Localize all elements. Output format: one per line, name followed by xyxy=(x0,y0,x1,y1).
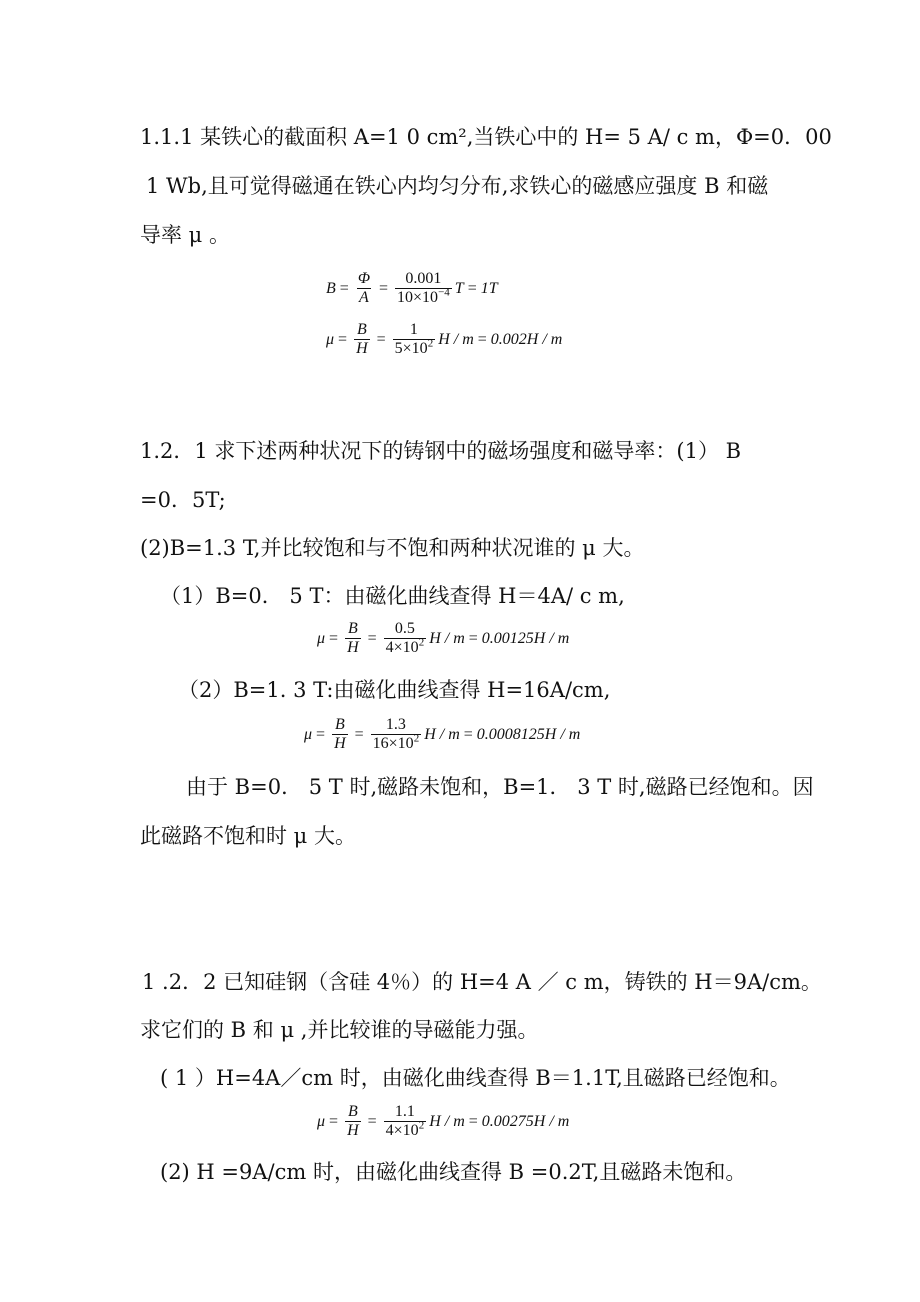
problem-1-2-1-line-1: 1.2．1 求下述两种状况下的铸钢中的磁场强度和磁导率：(1） B xyxy=(140,439,742,463)
problem-1-2-2-part-1: ( 1 ）H=4A／cm 时，由磁化曲线查得 B＝1.1T,且磁路已经饱和。 xyxy=(160,1066,791,1090)
problem-1-2-1-part-1: （1）B=0． 5 T：由磁化曲线查得 H＝4A/ c m, xyxy=(160,584,625,608)
problem-1-2-1-part-2: （2）B=1. 3 T:由磁化曲线查得 H=16A/cm, xyxy=(178,678,611,702)
fraction: $\frac{0.5}{4\times 10^2}$ xyxy=(385,620,425,656)
problem-1-2-1-line-2: =0．5T; xyxy=(140,488,226,512)
equation-flux-density: B = $\frac{\Phi}{A}$ = $\frac{0.001}{10\times 10^{-4}}$ T = 1T xyxy=(326,270,498,306)
problem-1-1-1-line-1: 1.1.1 某铁心的截面积 A=1 0 cm²,当铁心中的 H= 5 A/ c m，Φ=0．00 xyxy=(140,125,832,149)
problem-1-2-2-line-1: 1 .2．2 已知硅钢（含硅 4％）的 H=4 A ／ c m，铸铁的 H＝9A/cm。 xyxy=(142,970,822,994)
problem-1-2-1-line-3: (2)B=1.3 T,并比较饱和与不饱和两种状况谁的 μ 大。 xyxy=(140,536,645,560)
problem-1-2-1-conclusion-1: 由于 B=0． 5 T 时,磁路未饱和，B=1． 3 T 时,磁路已经饱和。因 xyxy=(186,775,814,799)
equation-permeability: μ = $\frac{B}{H}$ = $\frac{1}{5\times 10^2}$ H / m = 0.002H / m xyxy=(326,321,563,357)
fraction: $\frac{1.1}{4\times 10^2}$ xyxy=(385,1103,425,1139)
fraction: $\frac{0.001}{10\times 10^{-4}}$ xyxy=(397,270,450,306)
fraction: $\frac{B}{H}$ xyxy=(356,321,368,357)
problem-1-1-1-line-2: 1 Wb,且可觉得磁通在铁心内均匀分布,求铁心的磁感应强度 B 和磁 xyxy=(146,174,769,198)
fraction: $\frac{B}{H}$ xyxy=(334,716,346,752)
fraction: $\frac{1}{5\times 10^2}$ xyxy=(394,321,434,357)
problem-1-2-2-line-2: 求它们的 B 和 μ ,并比较谁的导磁能力强。 xyxy=(140,1018,539,1042)
fraction: $\frac{1.3}{16\times 10^2}$ xyxy=(372,716,420,752)
eq-lhs: μ xyxy=(326,330,335,348)
eq-lhs: B xyxy=(326,279,336,297)
equation-mu-silicon-steel: μ = $\frac{B}{H}$ = $\frac{1.1}{4\times 10^2}$ H / m = 0.00275H / m xyxy=(317,1103,570,1139)
fraction: $\frac{B}{H}$ xyxy=(347,1103,359,1139)
fraction: $\frac{\Phi}{A}$ xyxy=(357,270,370,306)
equation-mu-case-2: μ = $\frac{B}{H}$ = $\frac{1.3}{16\times 10^2}$ H / m = 0.0008125H / m xyxy=(304,716,581,752)
problem-1-1-1-line-3: 导率 μ 。 xyxy=(140,223,230,247)
problem-1-2-1-conclusion-2: 此磁路不饱和时 μ 大。 xyxy=(140,824,356,848)
fraction: $\frac{B}{H}$ xyxy=(347,620,359,656)
problem-1-2-2-part-2: (2) H =9A/cm 时，由磁化曲线查得 B =0.2T,且磁路未饱和。 xyxy=(160,1160,747,1184)
equation-mu-case-1: μ = $\frac{B}{H}$ = $\frac{0.5}{4\times 10^2}$ H / m = 0.00125H / m xyxy=(317,620,570,656)
